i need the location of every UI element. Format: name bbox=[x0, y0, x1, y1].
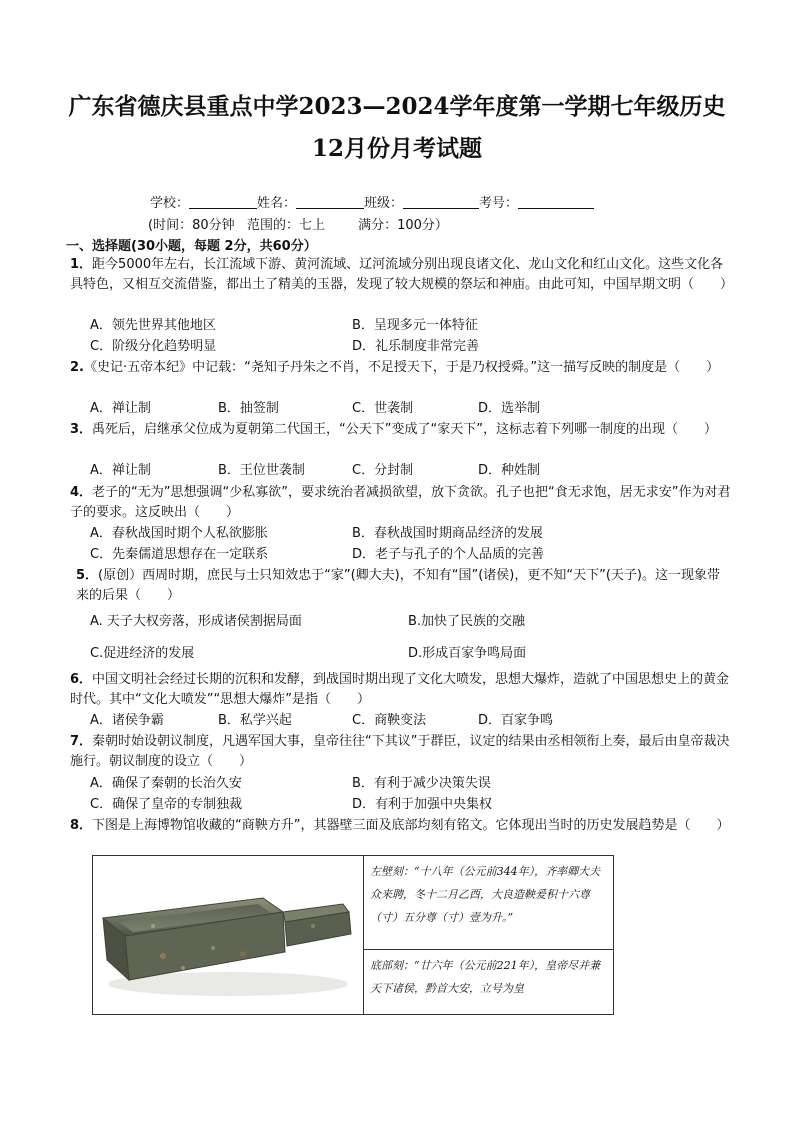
option-a[interactable]: A．确保了秦朝的长治久安 bbox=[90, 776, 242, 791]
exam-title-line2: 12月份月考试题 bbox=[311, 135, 482, 162]
option-c[interactable]: C．商鞅变法 bbox=[352, 713, 427, 728]
exam-no-label: 考号： bbox=[479, 196, 519, 211]
option-c[interactable]: C．分封制 bbox=[352, 463, 414, 478]
bottom-inscription: 底部刻：“廿六年（公元前221年），皇帝尽并兼天下诸侯，黔首大安，立号为皇 bbox=[370, 959, 601, 995]
option-b[interactable]: B．私学兴起 bbox=[218, 713, 292, 728]
question-3: 3．禹死后，启继承父位成为夏朝第二代国王，“公天下”变成了“家天下”，这标志着下列哪一制度的出现（ ） bbox=[70, 422, 717, 437]
option-a[interactable]: A．禅让制 bbox=[90, 401, 151, 416]
option-a[interactable]: A．领先世界其他地区 bbox=[90, 318, 216, 333]
option-c[interactable]: C．确保了皇帝的专制独裁 bbox=[90, 797, 243, 812]
left-wall-inscription: 左壁刻：“十八年（公元前344年），齐率卿大夫众来聘，冬十二月乙酉，大良造鞅爰积十六尊（寸）五分尊（寸）壹为升。” bbox=[364, 856, 613, 950]
option-a[interactable]: A．诸侯争霸 bbox=[90, 713, 164, 728]
student-info-line bbox=[150, 192, 594, 211]
section-heading: 一、选择题(30小题，每题 2分，共60分） bbox=[66, 239, 317, 254]
option-b[interactable]: B．抽签制 bbox=[218, 401, 279, 416]
question-6: 6．中国文明社会经过长期的沉积和发酵，到战国时期出现了文化大喷发，思想大爆炸，造就了中国思想史上的黄金时代。其中“文化大喷发”“思想大爆炸”是指（ ） bbox=[70, 672, 730, 707]
question-5: 5．(原创）西周时期，庶民与士只知效忠于“家”(卿大夫)，不知有“国”(诸侯)，更不知“天下”(天子)。这一现象带来的后果（ ） bbox=[76, 568, 720, 603]
option-b[interactable]: B．王位世袭制 bbox=[218, 463, 305, 478]
name-blank[interactable] bbox=[296, 194, 364, 209]
option-b[interactable]: B．春秋战国时期商品经济的发展 bbox=[352, 526, 543, 541]
school-blank[interactable] bbox=[189, 194, 257, 209]
exam-info: (时间：80分钟 范围的：七上 满分：100分） bbox=[148, 218, 448, 233]
name-label: 姓名： bbox=[257, 196, 297, 211]
exam-title-line1: 广东省德庆县重点中学2023—2024学年度第一学期七年级历史 bbox=[68, 93, 726, 120]
option-d[interactable]: D．礼乐制度非常完善 bbox=[352, 339, 480, 354]
question-4: 4．老子的“无为”思想强调“少私寡欲”，要求统治者减损欲望，放下贪欲。孔子也把“食无求饱，居无求安”作为对君子的要求。这反映出（ ） bbox=[70, 485, 731, 520]
option-c[interactable]: C．先秦儒道思想存在一定联系 bbox=[90, 547, 269, 562]
bronze-vessel-image bbox=[93, 856, 364, 1014]
school-label: 学校： bbox=[150, 196, 190, 211]
option-d[interactable]: D.形成百家争鸣局面 bbox=[408, 646, 527, 661]
option-d[interactable]: D．种姓制 bbox=[478, 463, 541, 478]
fangsheng-vessel-icon bbox=[93, 856, 363, 1014]
option-c[interactable]: C．世袭制 bbox=[352, 401, 414, 416]
option-a[interactable]: A．禅让制 bbox=[90, 463, 151, 478]
option-a[interactable]: A．春秋战国时期个人私欲膨胀 bbox=[90, 526, 268, 541]
option-b[interactable]: B．呈现多元一体特征 bbox=[352, 318, 478, 333]
exam-no-blank[interactable] bbox=[518, 194, 594, 209]
class-label: 班级： bbox=[364, 196, 404, 211]
class-blank[interactable] bbox=[403, 194, 479, 209]
inscription-panel bbox=[364, 856, 613, 1014]
option-a[interactable]: A. 天子大权旁落，形成诸侯割据局面 bbox=[90, 614, 302, 629]
option-c[interactable]: C．阶级分化趋势明显 bbox=[90, 339, 217, 354]
question-7: 7．秦朝时始设朝议制度，凡遇军国大事，皇帝往往“下其议”于群臣，议定的结果由丞相领衔上奏，最后由皇帝裁决施行。朝议制度的设立（ ） bbox=[70, 734, 730, 769]
option-d[interactable]: D．老子与孔子的个人品质的完善 bbox=[352, 547, 545, 562]
question-8: 8．下图是上海博物馆收藏的“商鞅方升”，其器壁三面及底部均刻有铭文。它体现出当时的历史发展趋势是（ ） bbox=[70, 818, 730, 833]
option-d[interactable]: D．百家争鸣 bbox=[478, 713, 554, 728]
option-b[interactable]: B．有利于减少决策失误 bbox=[352, 776, 491, 791]
option-d[interactable]: D．选举制 bbox=[478, 401, 541, 416]
question-1: 1．距今5000年左右，长江流域下游、黄河流域、辽河流域分别出现良诸文化、龙山文化和红山文化。这些文化各具特色，又相互交流借鉴，都出土了精美的玉器，发现了较大规模的祭坛和神庙。由此可知，中国早期文明（ ） bbox=[70, 257, 734, 292]
option-d[interactable]: D．有利于加强中央集权 bbox=[352, 797, 493, 812]
shang-yang-fangsheng-figure bbox=[92, 855, 614, 1015]
option-b[interactable]: B.加快了民族的交融 bbox=[408, 614, 526, 629]
option-c[interactable]: C.促进经济的发展 bbox=[90, 646, 195, 661]
question-2: 2.《史记·五帝本纪》中记载：“尧知子丹朱之不肖，不足授天下，于是乃权授舜。”这一描写反映的制度是（ ） bbox=[70, 360, 720, 375]
